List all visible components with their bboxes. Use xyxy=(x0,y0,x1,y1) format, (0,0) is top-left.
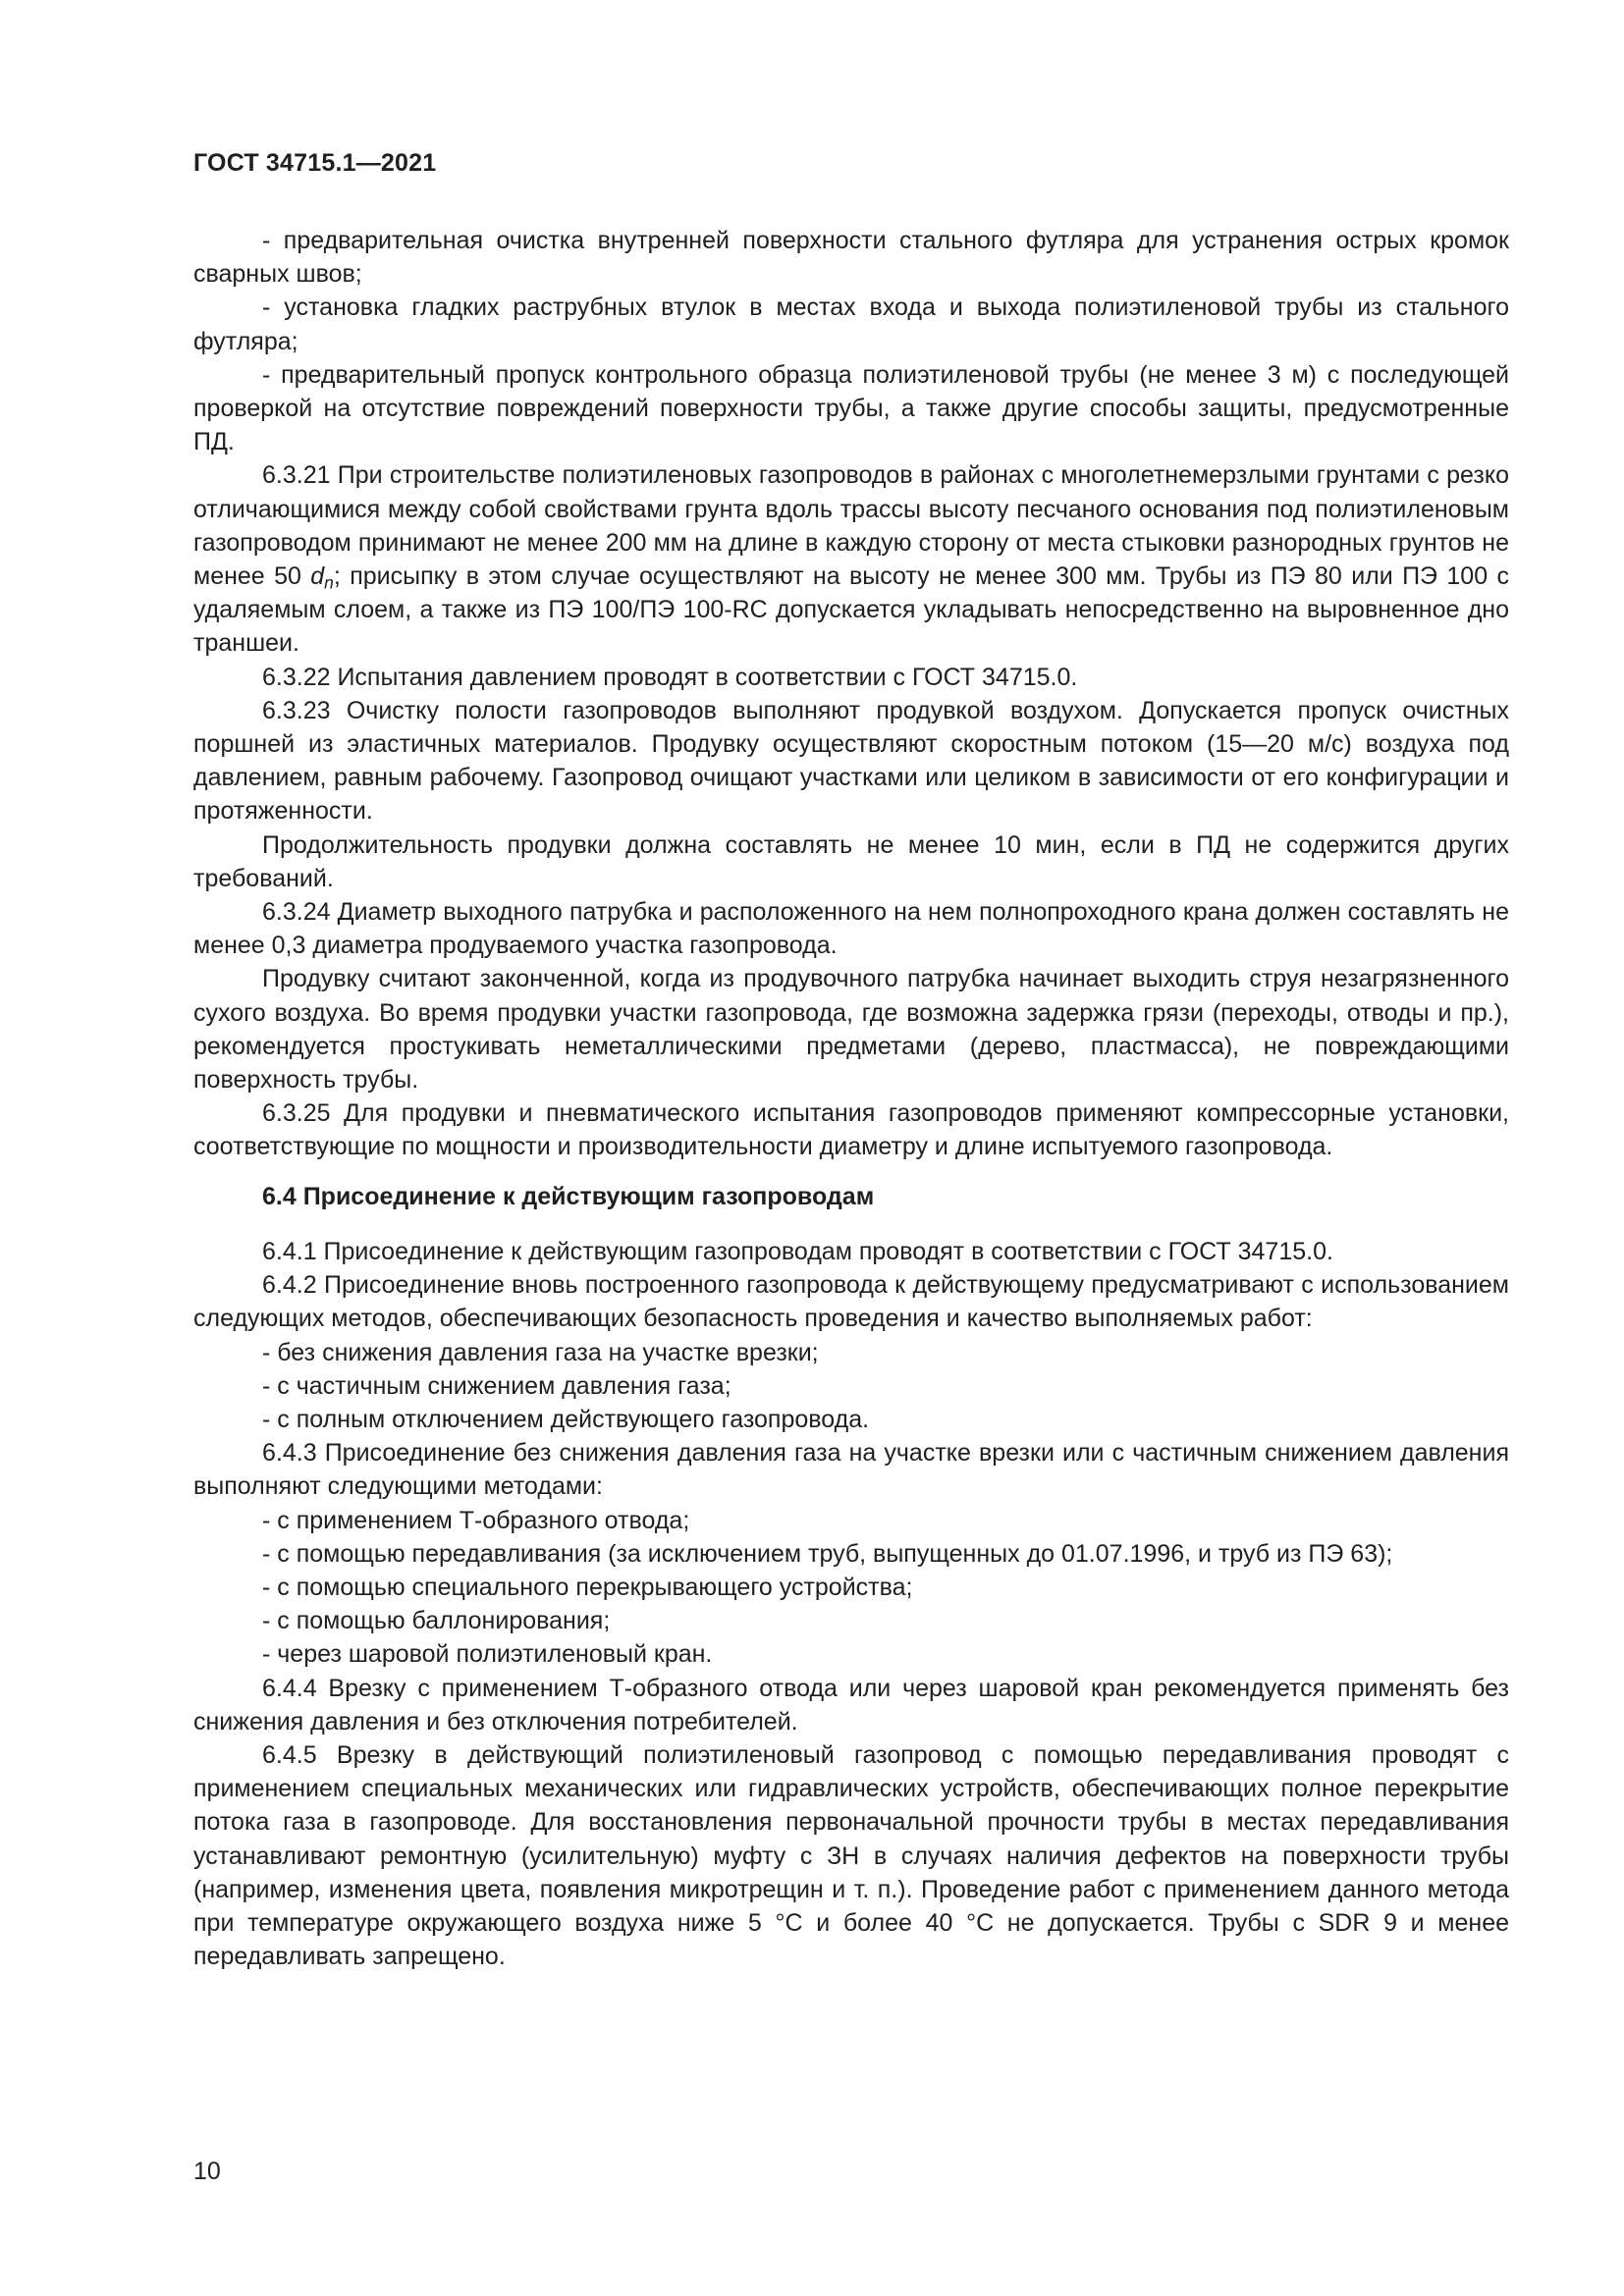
list-item: - без снижения давления газа на участке врезки; xyxy=(262,1338,819,1366)
paragraph-6-4-2: 6.4.2 Присоединение вновь построенного газопровода к действующему предусматривают с использованием следующих методов, обеспечивающих безопасность проведения и качество выполняемых работ: xyxy=(193,1271,1509,1333)
paragraph-6-4-3: 6.4.3 Присоединение без снижения давления газа на участке врезки или с частичным снижением давления выполняют следующими методами: xyxy=(193,1439,1509,1501)
document-header: ГОСТ 34715.1—2021 xyxy=(193,149,437,177)
list-item: - с полным отключением действующего газопровода. xyxy=(262,1405,870,1433)
list-item: - с применением Т-образного отвода; xyxy=(262,1506,690,1534)
list-item: - с частичным снижением давления газа; xyxy=(262,1371,731,1400)
paragraph-6-4-4: 6.4.4 Врезку с применением Т-образного отвода или через шаровой кран рекомендуется применять без снижения давления и без отключения потребителей. xyxy=(193,1674,1509,1735)
paragraph-6-3-24: 6.3.24 Диаметр выходного патрубка и расположенного на нем полнопроходного крана должен составлять не менее 0,3 диаметра продуваемого участка газопровода. xyxy=(193,898,1509,960)
paragraph-text: ; присыпку в этом случае осуществляют на высоту не менее 300 мм. Трубы из ПЭ 80 или ПЭ 100 с удаляемым слоем, а также из ПЭ 100/ПЭ 100-RC допускается укладывать непосредственно на выровненное дно траншеи. xyxy=(193,562,1509,658)
subscript-n: n xyxy=(324,572,334,593)
list-item: - с помощью специального перекрывающего устройства; xyxy=(262,1573,913,1601)
paragraph-6-4-5: 6.4.5 Врезку в действующий полиэтиленовый газопровод с помощью передавливания проводят с применением специальных механических или гидравлических устройств, обеспечивающих полное перекрытие потока газа в газопроводе. Для восстановления первоначальной прочности трубы в местах передавливания устанавливают ремонтную (усилительную) муфту с ЗН в случаях наличия дефектов на поверхности трубы (например, изменения цвета, появления микротрещин и т. п.). Проведение работ с применением данного метода при температуре окружающего воздуха ниже 5 °С и более 40 °С не допускается. Трубы с SDR 9 и менее передавливать запрещено. xyxy=(193,1740,1509,1971)
paragraph-list-item: - предварительный пропуск контрольного образца полиэтиленовой трубы (не менее 3 м) с последующей проверкой на отсутствие повреждений поверхности трубы, а также другие способы защиты, предусмотренные ПД. xyxy=(193,360,1509,456)
list-item: - с помощью передавливания (за исключением труб, выпущенных до 01.07.1996, и труб из ПЭ 63); xyxy=(262,1539,1393,1568)
page-number: 10 xyxy=(193,2158,221,2185)
list-item: - через шаровой полиэтиленовый кран. xyxy=(262,1640,713,1669)
paragraph-6-3-21 xyxy=(193,458,1509,660)
paragraph-6-3-23: 6.3.23 Очистку полости газопроводов выполняют продувкой воздухом. Допускается пропуск очистных поршней из эластичных материалов. Продувку осуществляют скоростным потоком (15—20 м/с) воздуха под давлением, равным рабочему. Газопровод очищают участками или целиком в зависимости от его конфигурации и протяженности. xyxy=(193,696,1509,826)
paragraph-6-3-25: 6.3.25 Для продувки и пневматического испытания газопроводов применяют компрессорные установки, соответствующие по мощности и производительности диаметру и длине испытуемого газопровода. xyxy=(193,1099,1509,1161)
document-body xyxy=(193,224,1509,1973)
section-heading: 6.4 Присоединение к действующим газопроводам xyxy=(262,1182,875,1210)
list-item: - с помощью баллонирования; xyxy=(262,1607,611,1635)
variable-d: d xyxy=(310,562,325,591)
paragraph-list-item: - установка гладких раструбных втулок в местах входа и выхода полиэтиленовой трубы из стального футляра; xyxy=(193,294,1509,355)
paragraph-list-item: - предварительная очистка внутренней поверхности стального футляра для устранения острых кромок сварных швов; xyxy=(193,227,1509,289)
paragraph-text: 6.3.21 При строительстве полиэтиленовых газопроводов в районах с многолетнемерзлыми грунтами с резко отличающимися между собой свойствами грунта вдоль трассы высоту песчаного основания под полиэтиленовым газопроводом принимают не менее 200 мм на длине в каждую сторону от места стыковки разнородных грунтов не менее 50 xyxy=(193,461,1509,591)
paragraph-6-3-22: 6.3.22 Испытания давлением проводят в соответствии с ГОСТ 34715.0. xyxy=(262,663,1078,691)
paragraph: Продолжительность продувки должна составлять не менее 10 мин, если в ПД не содержится других требований. xyxy=(193,830,1509,892)
paragraph: Продувку считают законченной, когда из продувочного патрубка начинает выходить струя незагрязненного сухого воздуха. Во время продувки участки газопровода, где возможна задержка грязи (переходы, отводы и пр.), рекомендуется простукивать неметаллическими предметами (дерево, пластмасса), не повреждающими поверхность трубы. xyxy=(193,965,1509,1095)
paragraph-6-4-1: 6.4.1 Присоединение к действующим газопроводам проводят в соответствии с ГОСТ 34715.0. xyxy=(262,1237,1333,1265)
